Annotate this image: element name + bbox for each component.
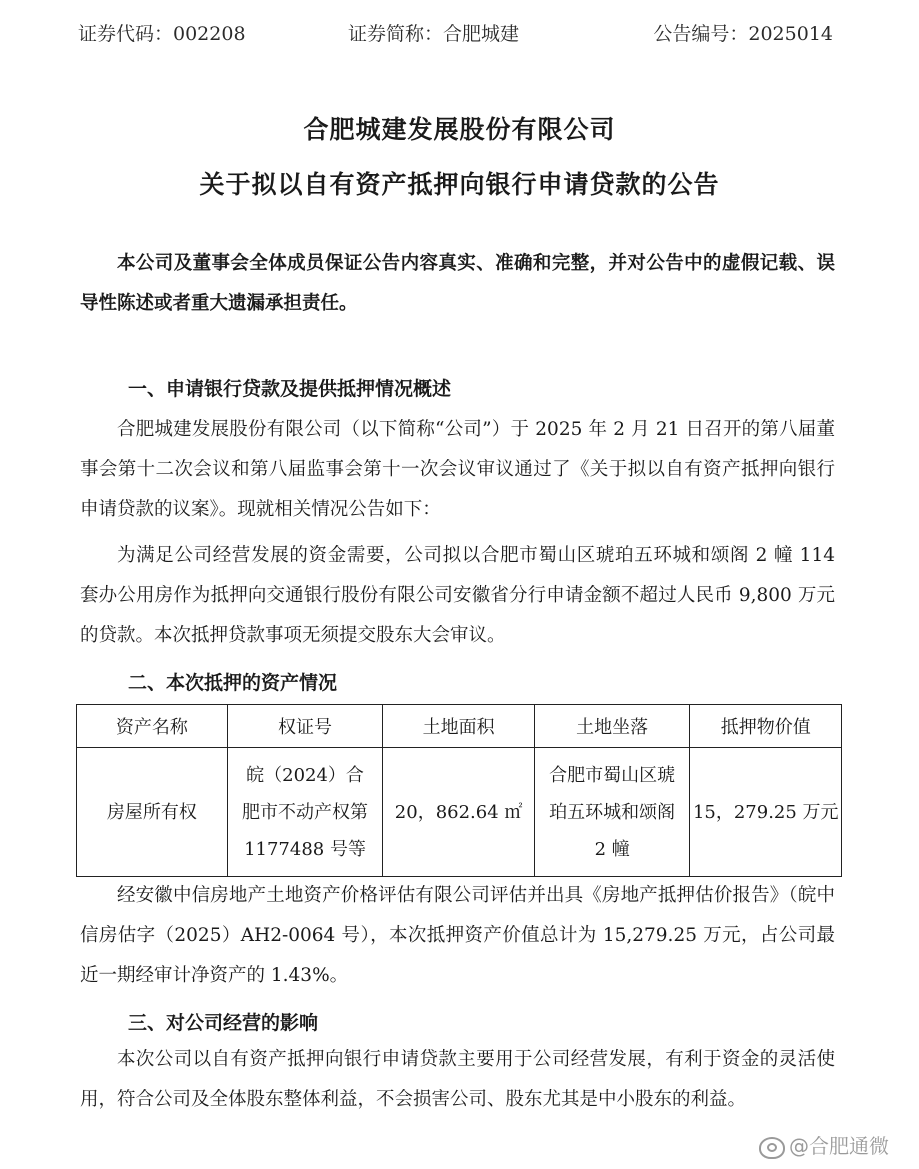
weibo-watermark bbox=[759, 1133, 889, 1159]
weibo-icon bbox=[759, 1137, 785, 1159]
column-header-value: 抵押物价值 bbox=[690, 705, 842, 748]
cell-asset: 房屋所有权 bbox=[77, 748, 228, 877]
announcement-title: 关于拟以自有资产抵押向银行申请贷款的公告 bbox=[199, 170, 720, 199]
announcement-number: 公告编号：2025014 bbox=[653, 23, 833, 45]
cert-text: 皖（2024）合肥市不动产权第 1177488 号等 bbox=[242, 764, 369, 860]
section1-paragraph-2: 为满足公司经营发展的资金需要，公司拟以合肥市蜀山区琥珀五环城和颂阁 2 幢 114 套办公用房作为抵押向交通银行股份有限公司安徽省分行申请金额不超过人民币 9,800 万元的贷款。本次抵押贷款事项无须提交股东大会审议。 bbox=[80, 545, 835, 646]
company-title: 合肥城建发展股份有限公司 bbox=[303, 115, 616, 144]
watermark-text: @合肥通微 bbox=[789, 1134, 889, 1158]
section1-paragraph-1: 合肥城建发展股份有限公司（以下简称“公司”）于 2025 年 2 月 21 日召开的第八届董事会第十二次会议和第八届监事会第十一次会议审议通过了《关于拟以自有资产抵押向银行申请贷款的议案》。现就相关情况公告如下： bbox=[80, 419, 835, 520]
cell-value: 15，279.25 万元 bbox=[690, 748, 842, 877]
section2-heading: 二、本次抵押的资产情况 bbox=[128, 672, 338, 694]
column-header-location: 土地坐落 bbox=[534, 705, 690, 748]
document-header bbox=[78, 20, 833, 48]
section3-heading: 三、对公司经营的影响 bbox=[128, 1012, 319, 1034]
stock-name: 证券简称：合肥城建 bbox=[348, 23, 520, 45]
table-header-row bbox=[77, 705, 842, 748]
section2-paragraph-1: 经安徽中信房地产土地资产价格评估有限公司评估并出具《房地产抵押估价报告》（皖中信房估字（2025）AH2-0064 号），本次抵押资产价值总计为 15,279.25 万元，占公司最近一期经审计净资产的 1.43%。 bbox=[80, 885, 835, 986]
column-header-asset: 资产名称 bbox=[77, 705, 228, 748]
section3-paragraph-1: 本次公司以自有资产抵押向银行申请贷款主要用于公司经营发展，有利于资金的灵活使用，符合公司及全体股东整体利益，不会损害公司、股东尤其是中小股东的利益。 bbox=[80, 1049, 835, 1110]
cell-cert bbox=[227, 748, 383, 877]
cell-area: 20，862.64 ㎡ bbox=[383, 748, 534, 877]
section1-heading: 一、申请银行贷款及提供抵押情况概述 bbox=[128, 378, 452, 400]
column-header-cert: 权证号 bbox=[227, 705, 383, 748]
location-text: 合肥市蜀山区琥珀五环城和颂阁 2 幢 bbox=[549, 764, 676, 860]
mortgage-asset-table bbox=[76, 704, 842, 877]
board-statement: 本公司及董事会全体成员保证公告内容真实、准确和完整，并对公告中的虚假记载、误导性陈述或者重大遗漏承担责任。 bbox=[80, 253, 835, 314]
stock-code: 证券代码：002208 bbox=[78, 23, 246, 45]
cell-location bbox=[534, 748, 690, 877]
column-header-area: 土地面积 bbox=[383, 705, 534, 748]
table-row bbox=[77, 748, 842, 877]
